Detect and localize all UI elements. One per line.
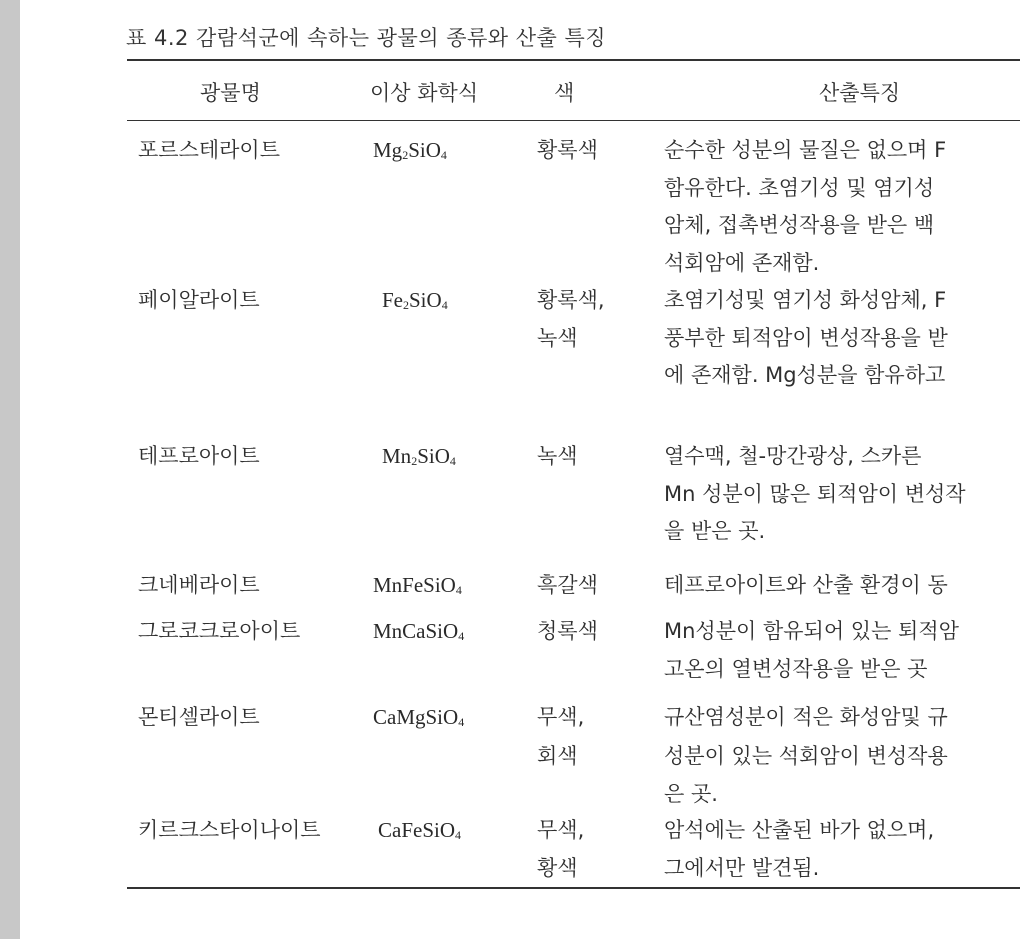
row-formula: $Mn_2SiO_4$: [382, 444, 456, 468]
occurrence-line: 순수한 성분의 물질은 없으며 F: [664, 138, 947, 162]
row-color: 흑갈색: [537, 573, 598, 597]
occurrence-line: 초염기성및 염기성 화성암체, F: [664, 288, 947, 312]
header-mineral-name: 광물명: [200, 81, 261, 105]
row-color: 회색: [537, 744, 578, 768]
row-mineral-name: 몬티셀라이트: [138, 705, 260, 729]
row-color: 청록색: [537, 619, 598, 643]
occurrence-line: Mn성분이 함유되어 있는 퇴적암: [664, 619, 959, 643]
header-occurrence: 산출특징: [819, 81, 901, 105]
row-formula: MnFeSiO$_4$: [373, 573, 462, 597]
row-formula: $Fe_2SiO_4$: [382, 288, 448, 312]
left-margin-bar: [0, 0, 20, 939]
table-caption: 표 4.2 감람석군에 속하는 광물의 종류와 산출 특징: [126, 26, 607, 50]
row-mineral-name: 그로코크로아이트: [138, 619, 301, 643]
row-mineral-name: 테프로아이트: [138, 444, 260, 468]
table-bottom-rule: [127, 887, 1020, 889]
row-formula: MnCaSiO$_4$: [373, 619, 465, 643]
row-mineral-name: 포르스테라이트: [138, 138, 281, 162]
occurrence-line: Mn 성분이 많은 퇴적암이 변성작: [664, 482, 966, 506]
occurrence-line: 암체, 접촉변성작용을 받은 백: [664, 213, 935, 237]
occurrence-line: 그에서만 발견됨.: [664, 856, 820, 880]
occurrence-line: 에 존재함. Mg성분을 함유하고: [664, 363, 946, 387]
row-color: 황색: [537, 856, 578, 880]
header-color: 색: [554, 81, 575, 105]
occurrence-line: 함유한다. 초염기성 및 염기성: [664, 176, 935, 200]
occurrence-line: 은 곳.: [664, 782, 718, 806]
row-mineral-name: 키르크스타이나이트: [138, 818, 321, 842]
row-color: 무색,: [537, 705, 585, 729]
occurrence-line: 풍부한 퇴적암이 변성작용을 받: [664, 326, 948, 350]
header-ideal-formula: 이상 화학식: [370, 81, 479, 105]
row-color: 무색,: [537, 818, 585, 842]
occurrence-line: 성분이 있는 석회암이 변성작용: [664, 744, 948, 768]
occurrence-line: 테프로아이트와 산출 환경이 동: [664, 573, 948, 597]
row-formula: CaFeSiO$_4$: [378, 818, 462, 842]
row-mineral-name: 크네베라이트: [138, 573, 260, 597]
row-formula: $Mg_2SiO_4$: [373, 138, 447, 162]
occurrence-line: 암석에는 산출된 바가 없으며,: [664, 818, 935, 842]
occurrence-line: 고온의 열변성작용을 받은 곳: [664, 657, 928, 681]
row-mineral-name: 페이알라이트: [138, 288, 260, 312]
occurrence-line: 열수맥, 철-망간광상, 스카른: [664, 444, 922, 468]
row-formula: CaMgSiO$_4$: [373, 705, 465, 729]
occurrence-line: 석회암에 존재함.: [664, 251, 820, 275]
row-color: 녹색: [537, 326, 578, 350]
occurrence-line: 을 받은 곳.: [664, 519, 766, 543]
row-color: 황록색,: [537, 288, 605, 312]
row-color: 황록색: [537, 138, 598, 162]
table-header-rule: [127, 120, 1020, 121]
table-top-rule: [127, 59, 1020, 61]
occurrence-line: 규산염성분이 적은 화성암및 규: [664, 705, 948, 729]
row-color: 녹색: [537, 444, 578, 468]
